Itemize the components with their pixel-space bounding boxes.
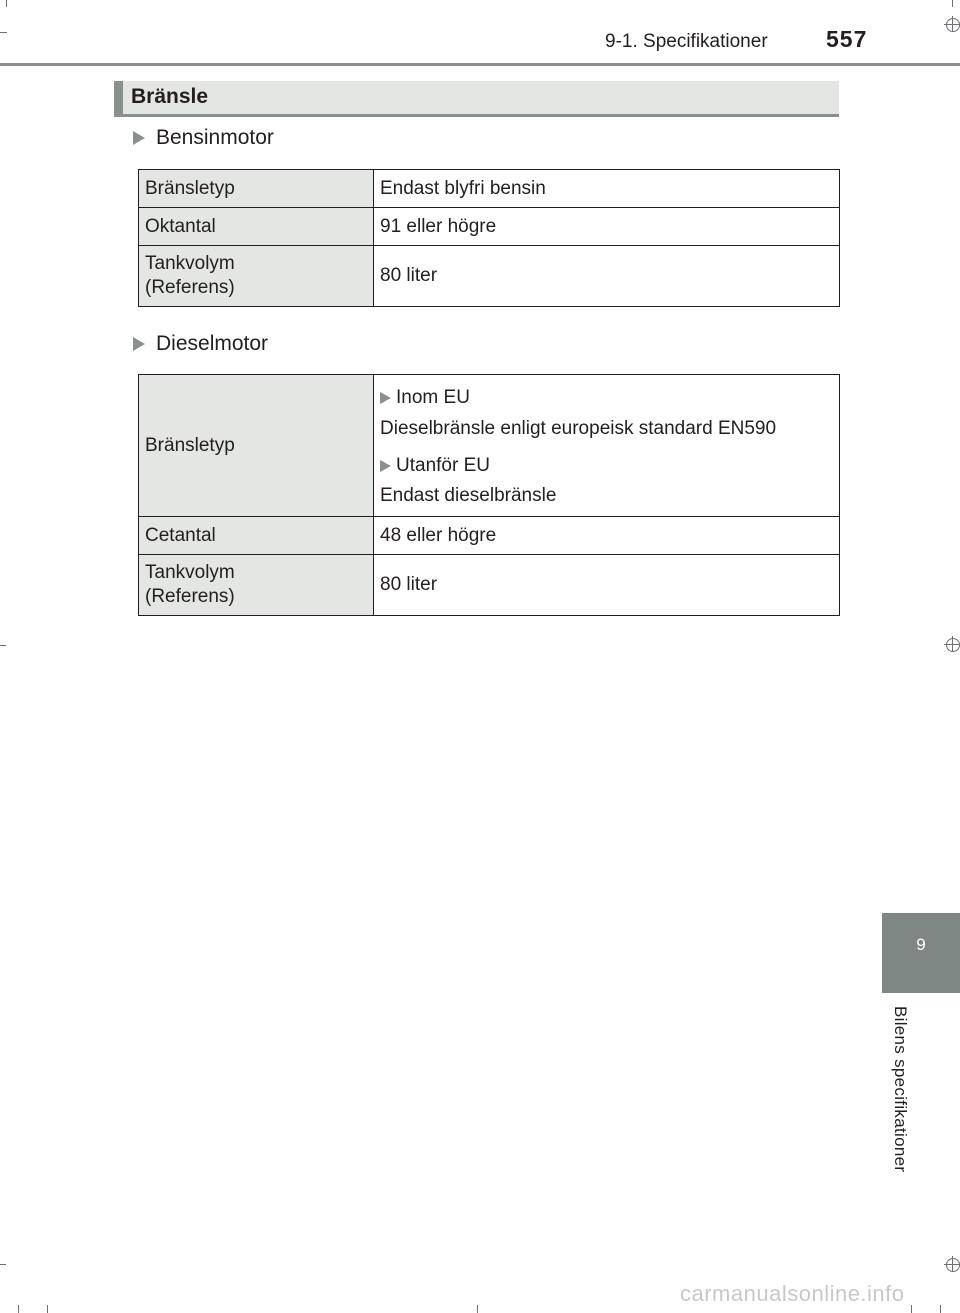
subheading-diesel-text: Dieselmotor xyxy=(156,332,269,355)
triangle-right-icon xyxy=(133,337,145,351)
chapter-number: 9 xyxy=(916,935,926,954)
table-key-cell xyxy=(139,555,374,616)
running-header-section: 9-1. Specifikationer xyxy=(605,31,768,52)
subheading-diesel xyxy=(133,332,268,356)
table-key-cell xyxy=(139,246,374,307)
table-key-cell: Cetantal xyxy=(139,517,374,555)
key-line: (Referens) xyxy=(145,277,235,298)
region-heading-non-eu: Utanför EU xyxy=(380,454,833,478)
petrol-spec-table xyxy=(138,169,840,307)
section-heading-text: Bränsle xyxy=(131,85,209,108)
key-line: Tankvolym xyxy=(145,562,235,583)
table-key-cell: Bränsletyp xyxy=(139,170,374,208)
triangle-right-icon xyxy=(380,392,391,404)
table-value-cell: 80 liter xyxy=(374,246,840,307)
subheading-petrol xyxy=(133,126,274,150)
table-value-cell xyxy=(374,375,840,517)
table-row xyxy=(139,375,840,517)
table-value-cell: 48 eller högre xyxy=(374,517,840,555)
subheading-petrol-text: Bensinmotor xyxy=(156,126,274,149)
table-value-cell: 91 eller högre xyxy=(374,208,840,246)
region-text: Dieselbränsle enligt europeisk standard EN590 xyxy=(380,417,777,439)
triangle-right-icon xyxy=(380,460,391,472)
key-line: Tankvolym xyxy=(145,253,235,274)
section-heading xyxy=(114,81,839,117)
chapter-tab-label: Bilens specifikationer xyxy=(891,1006,910,1173)
table-value-cell: 80 liter xyxy=(374,555,840,616)
table-key-cell: Bränsletyp xyxy=(139,375,374,517)
header-divider xyxy=(0,63,960,66)
key-line: (Referens) xyxy=(145,586,235,607)
table-row xyxy=(139,517,840,555)
table-value-cell: Endast blyfri bensin xyxy=(374,170,840,208)
page-number: 557 xyxy=(826,26,868,52)
region-text: Endast dieselbränsle xyxy=(380,484,557,506)
table-row xyxy=(139,208,840,246)
section-heading-bar xyxy=(114,81,123,114)
table-row xyxy=(139,170,840,208)
table-row xyxy=(139,246,840,307)
watermark: carmanualsonline.info xyxy=(680,1281,905,1306)
triangle-right-icon xyxy=(133,131,145,145)
chapter-tab xyxy=(882,913,960,993)
table-key-cell: Oktantal xyxy=(139,208,374,246)
table-row xyxy=(139,555,840,616)
diesel-spec-table xyxy=(138,374,840,616)
region-heading-eu: Inom EU xyxy=(380,386,833,410)
